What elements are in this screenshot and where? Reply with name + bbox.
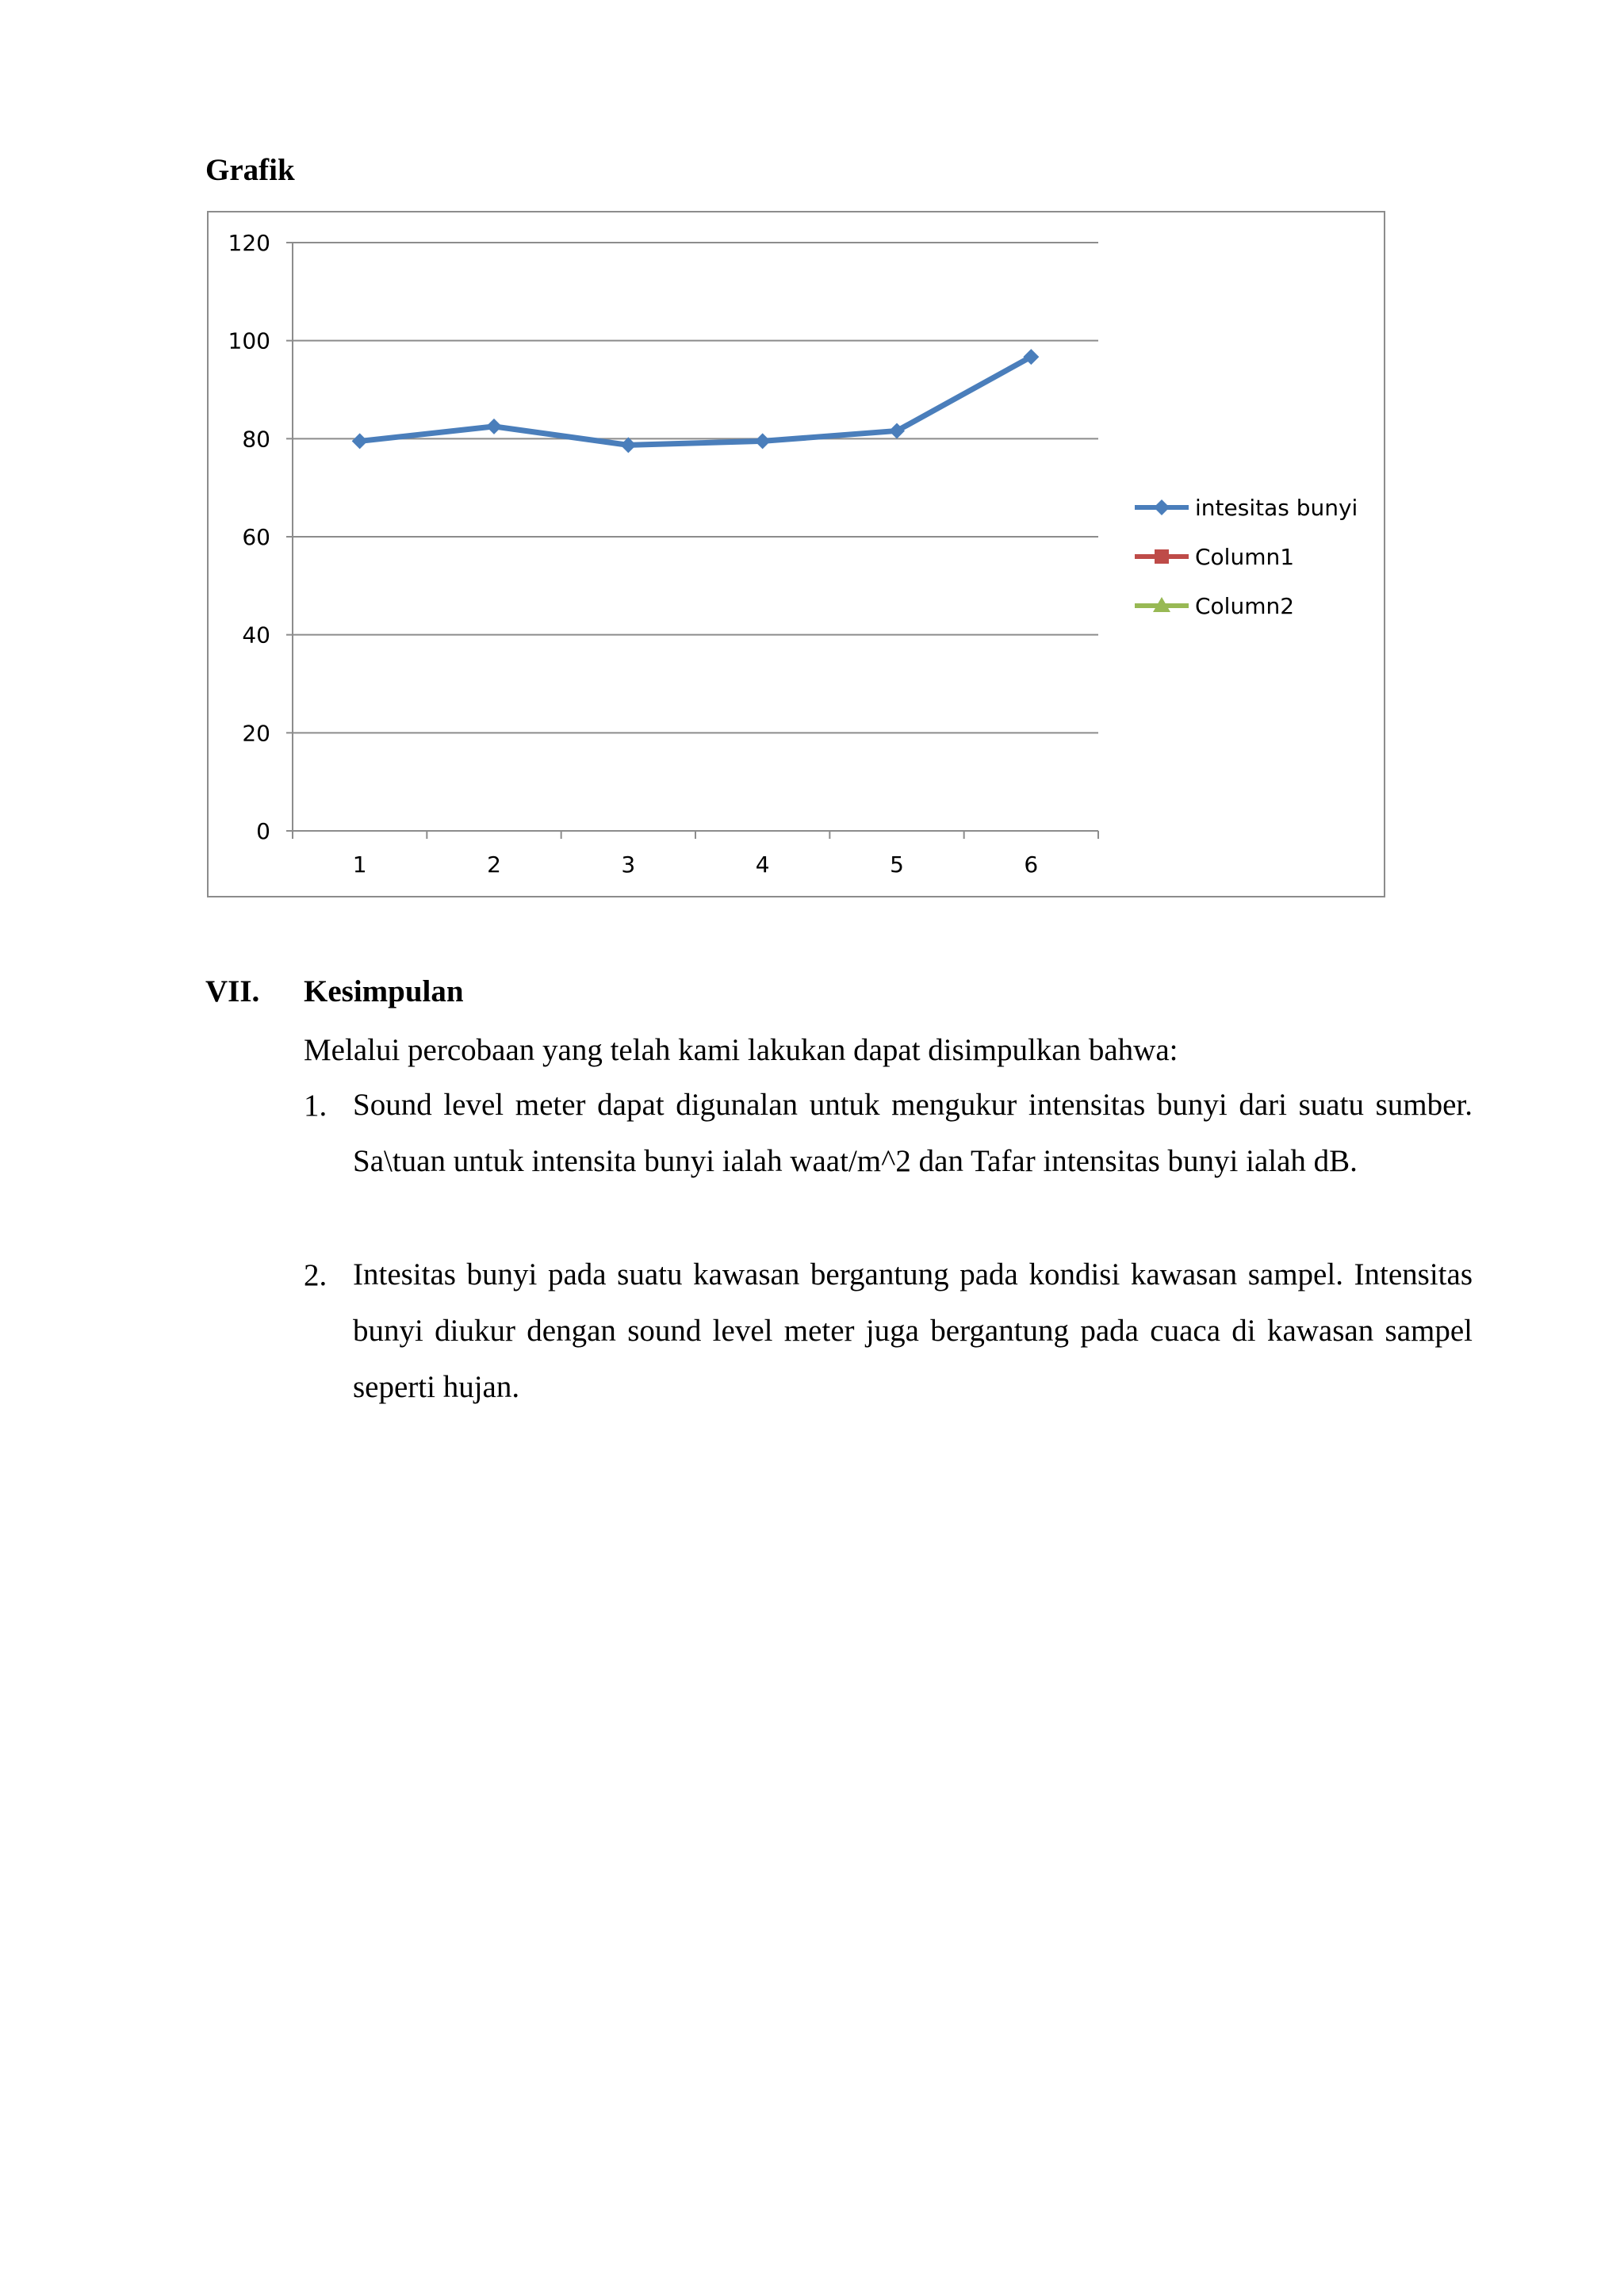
- x-tick-label: 1: [352, 851, 367, 878]
- x-tick-label: 3: [621, 851, 636, 878]
- legend-marker-diamond: [1154, 499, 1170, 515]
- list-item-text: Sound level meter dapat digunalan untuk mengukur intensitas bunyi dari suatu sumber. Sa\tuan untuk intensita bunyi ialah waat/m^2 dan Tafar intensitas bunyi ialah dB.: [353, 1088, 1473, 1178]
- data-point: [620, 437, 636, 453]
- x-tick-label: 5: [890, 851, 904, 878]
- list-item-number: 1.: [304, 1089, 327, 1123]
- legend-marker-square: [1155, 549, 1169, 564]
- conclusion-intro: Melalui percobaan yang telah kami lakukan dapat disimpulkan bahwa:: [304, 1033, 1178, 1067]
- list-item-number: 2.: [304, 1258, 327, 1292]
- y-tick-label: 0: [256, 818, 270, 844]
- y-tick-label: 40: [242, 622, 270, 649]
- y-tick-label: 20: [242, 720, 270, 747]
- y-tick-label: 80: [242, 426, 270, 453]
- legend-label: Column1: [1195, 544, 1295, 570]
- chart-svg: [209, 212, 1384, 896]
- x-tick-label: 6: [1024, 851, 1039, 878]
- data-point: [486, 419, 502, 434]
- section-heading-grafik: Grafik: [205, 153, 295, 187]
- legend-label: intesitas bunyi: [1195, 495, 1358, 521]
- y-tick-label: 60: [242, 524, 270, 550]
- list-item-text: Intesitas bunyi pada suatu kawasan bergantung pada kondisi kawasan sampel. Intensitas bunyi diukur dengan sound level meter juga bergantung pada cuaca di kawasan sampel seperti hujan.: [353, 1257, 1473, 1404]
- y-tick-label: 100: [228, 327, 270, 354]
- series-line: [360, 357, 1032, 445]
- data-point: [352, 433, 368, 449]
- x-tick-label: 2: [487, 851, 501, 878]
- section-number: VII.: [205, 974, 260, 1008]
- y-tick-label: 120: [228, 230, 270, 256]
- section-title: Kesimpulan: [304, 974, 464, 1008]
- x-tick-label: 4: [755, 851, 770, 878]
- data-point: [755, 433, 771, 449]
- legend-label: Column2: [1195, 593, 1295, 619]
- line-chart: [207, 211, 1385, 897]
